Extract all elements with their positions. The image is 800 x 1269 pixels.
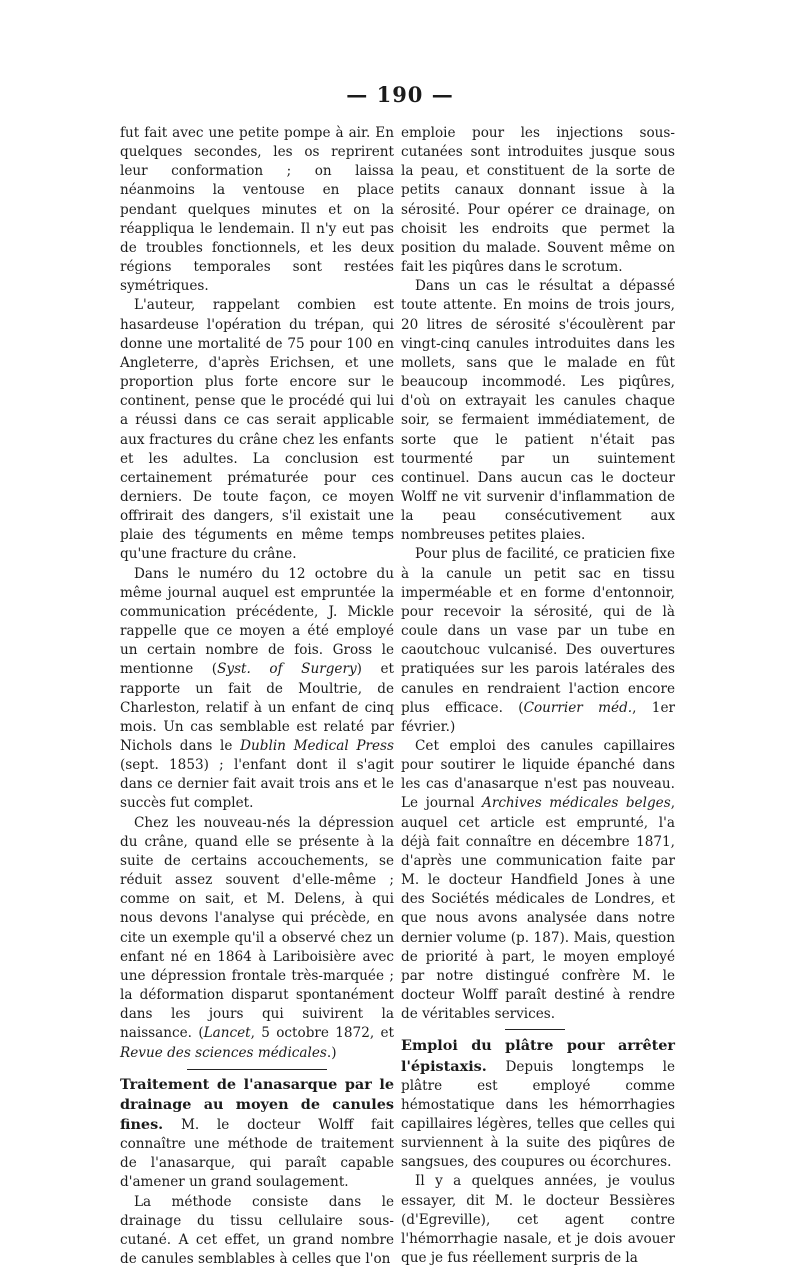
paragraph-text: .) xyxy=(326,1044,337,1061)
section-divider xyxy=(187,1069,327,1070)
paragraph-text: , 5 octobre 1872, et xyxy=(250,1025,394,1042)
citation: Syst. of Surgery xyxy=(217,661,357,678)
paragraph-text: Pour plus de facilité, ce praticien fixe à la canule un petit sac en tissu imperméable et en forme d'entonnoir, pour recevoir la sérosité, qui de là coule dans un vase par un tube en caoutchouc vulcanisé. Des ouvertures pratiquées sur les parois latérales des canules en rendraient l'action encore plus efficace. ( xyxy=(401,546,675,716)
section-divider xyxy=(505,1029,565,1030)
section-heading: Traitement de l'anasarque par le drainage au moyen de canules fines. xyxy=(120,1075,394,1133)
paragraph-text: ) et rapporte un fait de Moultrie, de Charleston, relatif à un enfant de cinq mois. Un cas semblable est relaté par Nichols dans le xyxy=(120,661,394,754)
paragraph: Il y a quelques années, je voulus essayer, dit M. le docteur Bessières (d'Egreville), cet agent contre l'hémorrhagie nasale, et je dois avouer que je fus réellement surpris de la xyxy=(401,1173,675,1267)
paragraph xyxy=(120,296,394,564)
right-column xyxy=(401,124,675,1268)
paragraph-text: Chez les nouveau-nés la dépression du crâne, quand elle se présente à la suite de certains accouchements, se réduit assez souvent d'elle-même ; comme on sait, et M. Delens, à qui nous devons l'analyse qui précède, en cite un exemple qu'il a observé chez un enfant né en 1864 à Lariboisière avec une dépression frontale très-marquée ; la déformation disparut spontanément dans les jours qui suivirent la naissance. ( xyxy=(120,814,394,1042)
paragraph: Dans un cas le résultat a dépassé toute attente. En moins de trois jours, 20 litres de sérosité s'écoulèrent par vingt-cinq canules introduites dans les mollets, sans que le malade en fût beaucoup incommodé. Les piqûres, d'où on extrayait les canules chaque soir, se fermaient immédiatement, de sorte que le patient n'était pas tourmenté par un suintement continuel. Dans aucun cas le docteur Wolff ne vit survenir d'inflammation de la peau consécutivement aux nombreuses petites plaies. xyxy=(401,278,675,544)
section-paragraph xyxy=(401,1036,675,1172)
citation: Revue des sciences médicales xyxy=(120,1044,327,1061)
paragraph xyxy=(120,565,394,814)
paragraph-text: Cet emploi des canules capillaires pour soutirer le liquide épanché dans les cas d'anasarque n'est pas nouveau. Le journal xyxy=(401,738,675,812)
left-column xyxy=(120,124,394,1269)
paragraph xyxy=(401,737,675,1024)
paragraph-text: Dans le numéro du 12 octobre du même journal auquel est empruntée la communication précédente, J. Mickle rappelle que ce moyen a été employé un certain nombre de fois. Gross le mentionne ( xyxy=(120,565,394,678)
paragraph-text: M. le docteur Wolff fait connaître une méthode de traitement de l'anasarque, qui paraît capable d'amener un grand soulagement. xyxy=(120,1116,394,1191)
paragraph: emploie pour les injections sous-cutanées sont introduites jusque sous la peau, et constituent de la sorte de petits canaux donnant issue à la sérosité. Pour opérer ce drainage, on choisit les endroits que permet la position du malade. Souvent même on fait les piqûres dans le scrotum. xyxy=(401,125,675,276)
citation: Dublin Medical Press xyxy=(240,738,395,754)
paragraph: fut fait avec une petite pompe à air. En quelques secondes, les os reprirent leur conformation ; on laissa néanmoins la ventouse en place pendant quelques minutes et on la réappliqua le lendemain. Il n'y eut pas de troubles fonctionnels, et les deux régions temporales sont restées symétriques. xyxy=(120,125,394,295)
paragraph-text: Depuis longtemps le plâtre est employé comme hémostatique dans les hémorrhagies capillaires légères, telles que celles qui surviennent à la suite des piqûres de sangsues, des coupures ou écorchures. xyxy=(401,1058,675,1171)
paragraph-text: , auquel cet article est emprunté, l'a déjà fait connaître en décembre 1871, d'après une communication faite par M. le docteur Handfield Jones à une des Sociétés médicales de Londres, et que nous avons analysée dans notre dernier volume (p. 187). Mais, question de priorité à part, le moyen employé par notre distingué confrère M. le docteur Wolff paraît destiné à rendre de véritables services. xyxy=(401,795,676,1023)
section-heading: Emploi du plâtre pour arrêter l'épistaxis. xyxy=(401,1037,675,1075)
citation: Archives médicales belges xyxy=(482,795,671,812)
paragraph-text: , 1er février.) xyxy=(401,699,675,735)
citation: Courrier méd. xyxy=(523,699,633,716)
paragraph-text: L'auteur, rappelant combien est hasardeuse l'opération du trépan, qui donne une mortalité de 75 pour 100 en Angleterre, d'après Erichsen, et une proportion plus forte encore sur le continent, pense que le procédé qui lui a réussi dans ce cas serait applicable aux fractures du crâne chez les enfants et les adultes. La conclusion est certainement prématurée pour ces derniers. De toute façon, ce moyen offrirait des dangers, s'il existait une plaie des téguments en même temps qu'une fracture du crâne. xyxy=(120,297,394,563)
paragraph-text: (sept. 1853) ; l'enfant dont il s'agit dans ce dernier fait avait trois ans et le succès fut complet. xyxy=(120,757,394,812)
paragraph xyxy=(401,545,675,737)
paragraph xyxy=(120,814,394,1063)
citation: Lancet xyxy=(203,1025,251,1042)
section-paragraph xyxy=(120,1075,394,1193)
page-number: — 190 — xyxy=(346,82,454,107)
paragraph: La méthode consiste dans le drainage du tissu cellulaire sous-cutané. A cet effet, un grand nombre de canules semblables à celles que l'on xyxy=(120,1193,394,1268)
